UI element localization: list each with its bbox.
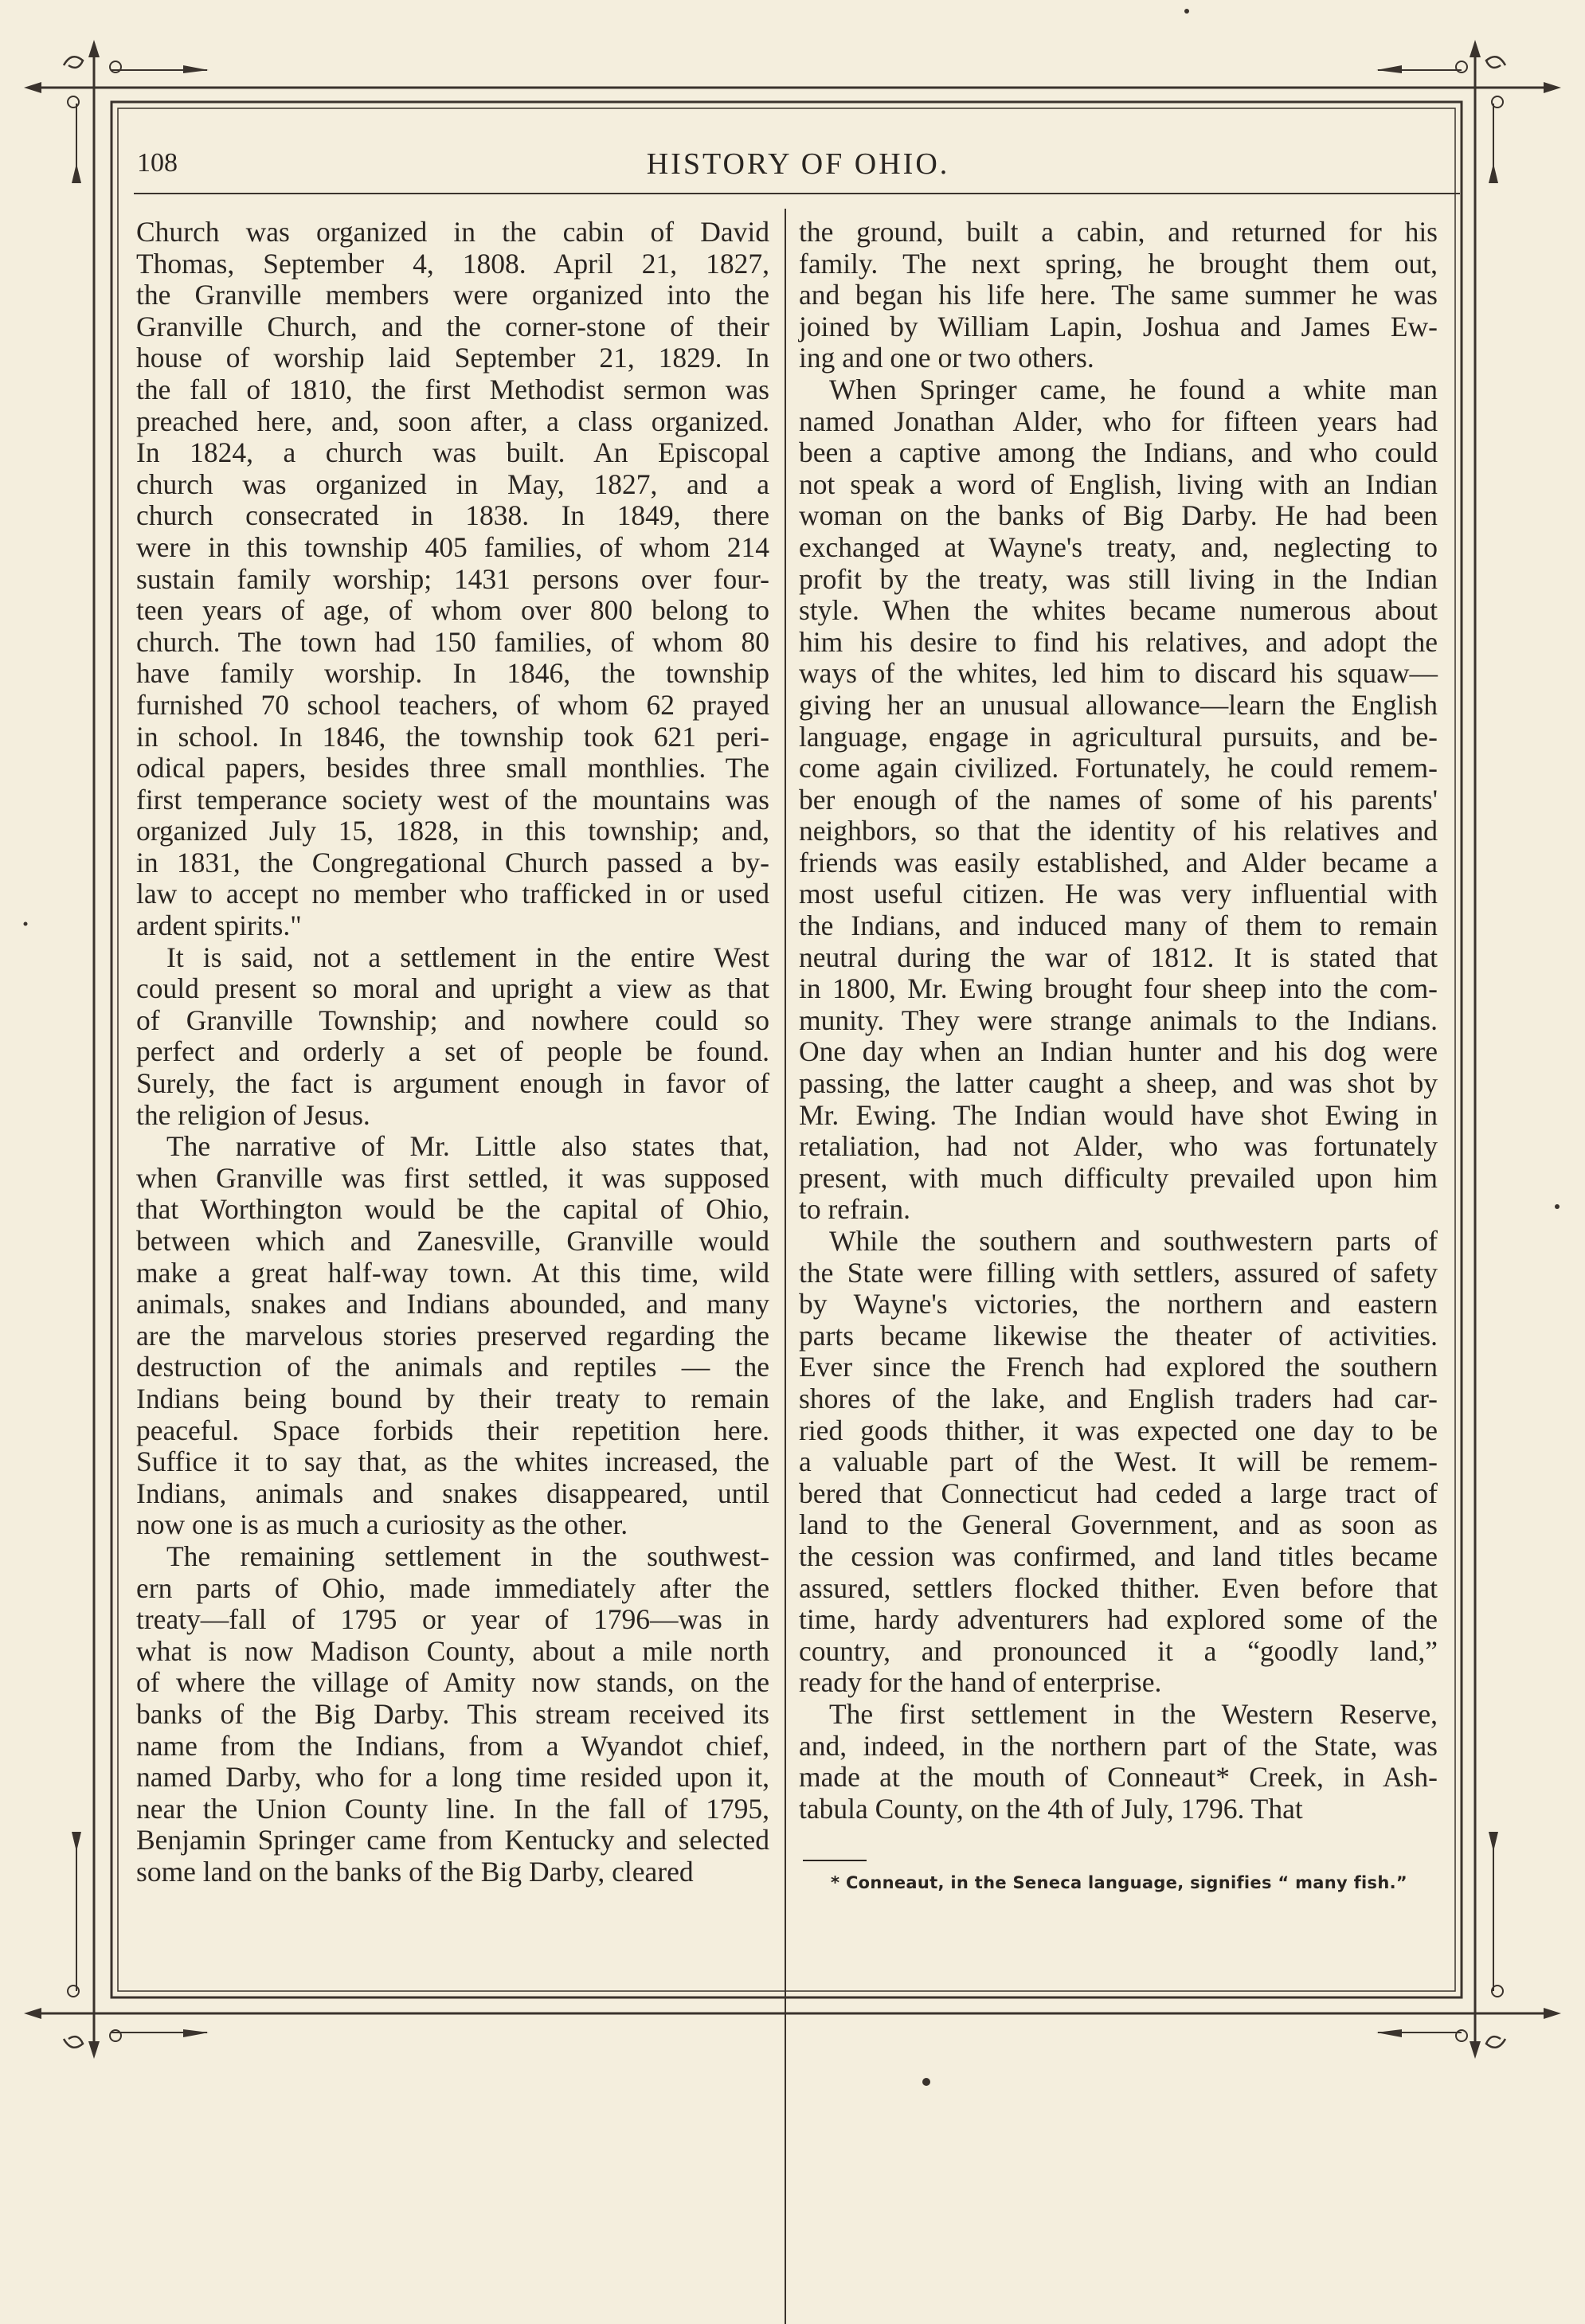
text-line: family. The next spring, he brought them out, — [799, 247, 1438, 280]
text-line: giving her an unusual allowance—learn the English — [799, 688, 1438, 721]
text-line: the State were filling with settlers, assured of safety — [799, 1256, 1438, 1289]
text-line: Surely, the fact is argument enough in favor of — [136, 1067, 769, 1100]
text-line: of where the village of Amity now stands, on the — [136, 1666, 769, 1699]
text-line: Church was organized in the cabin of David — [136, 216, 769, 248]
text-line: time, hardy adventurers had explored some of the — [799, 1603, 1438, 1636]
text-line: first temperance society west of the mountains was — [136, 783, 769, 816]
text-line: It is said, not a settlement in the entire West — [166, 941, 769, 973]
paragraph — [799, 374, 1438, 1226]
text-line: style. When the whites became numerous about — [799, 594, 1438, 627]
left-column — [136, 217, 769, 1888]
text-line: Mr. Ewing. The Indian would have shot Ewing in — [799, 1098, 1438, 1131]
text-line: that Worthington would be the capital of Ohio, — [136, 1193, 769, 1226]
text-line: are the marvelous stories preserved regarding the — [136, 1319, 769, 1352]
right-column — [799, 217, 1438, 1825]
text-line: woman on the banks of Big Darby. He had been — [799, 499, 1438, 532]
text-line: the Granville members were organized into the — [136, 279, 769, 311]
text-line: house of worship laid September 21, 1829. In — [136, 342, 769, 374]
text-line: make a great half-way town. At this time, wild — [136, 1256, 769, 1289]
text-line: a valuable part of the West. It will be remem- — [799, 1446, 1438, 1478]
text-line: present, with much difficulty prevailed upon him — [799, 1161, 1438, 1194]
text-line: law to accept no member who trafficked in or used — [136, 878, 769, 910]
text-line: tabula County, on the 4th of July, 1796. That — [799, 1792, 1303, 1825]
footnote-rule — [803, 1860, 867, 1861]
text-line: not speak a word of English, living with an Indian — [799, 468, 1438, 500]
paragraph — [136, 942, 769, 1132]
text-line: most useful citizen. He was very influential with — [799, 878, 1438, 910]
text-line: and began his life here. The same summer he was — [799, 279, 1438, 311]
text-line: near the Union County line. In the fall of 1795, — [136, 1792, 769, 1825]
text-line: Benjamin Springer came from Kentucky and selected — [136, 1824, 769, 1856]
paragraph — [799, 217, 1438, 374]
text-line: come again civilized. Fortunately, he could remem- — [799, 752, 1438, 784]
text-line: when Granville was first settled, it was supposed — [136, 1161, 769, 1194]
text-line: preached here, and, soon after, a class organized. — [136, 405, 769, 437]
text-line: passing, the latter caught a sheep, and was shot by — [799, 1067, 1438, 1100]
text-line: and, indeed, in the northern part of the State, was — [799, 1729, 1438, 1762]
text-line: organized July 15, 1828, in this township; and, — [136, 815, 769, 847]
footnote: * Conneaut, in the Seneca language, signifies “ many fish.” — [831, 1873, 1407, 1892]
text-line: could present so moral and upright a view as that — [136, 972, 769, 1005]
text-line: profit by the treaty, was still living in the Indian — [799, 562, 1438, 595]
text-line: parts became likewise the theater of activities. — [799, 1319, 1438, 1352]
text-line: One day when an Indian hunter and his dog were — [799, 1035, 1438, 1068]
text-line: odical papers, besides three small monthlies. The — [136, 752, 769, 784]
text-line: banks of the Big Darby. This stream received its — [136, 1697, 769, 1730]
text-line: to refrain. — [799, 1193, 910, 1226]
paragraph — [136, 1541, 769, 1888]
text-line: While the southern and southwestern parts of — [829, 1225, 1438, 1257]
text-line: Suffice it to say that, as the whites increased, the — [136, 1446, 769, 1478]
text-line: destruction of the animals and reptiles — the — [136, 1351, 769, 1383]
text-line: in 1831, the Congregational Church passed a by- — [136, 846, 769, 878]
text-line: exchanged at Wayne's treaty, and, neglecting to — [799, 530, 1438, 563]
text-line: bered that Connecticut had ceded a large tract of — [799, 1477, 1438, 1509]
text-line: now one is as much a curiosity as the other. — [136, 1508, 628, 1541]
text-line: country, and pronounced it a “goodly land,” — [799, 1634, 1438, 1667]
text-line: ber enough of the names of some of his parents' — [799, 783, 1438, 816]
text-line: what is now Madison County, about a mile north — [136, 1634, 769, 1667]
text-line: the fall of 1810, the first Methodist sermon was — [136, 373, 769, 405]
text-line: some land on the banks of the Big Darby, cleared — [136, 1855, 694, 1888]
text-line: furnished 70 school teachers, of whom 62 prayed — [136, 688, 769, 721]
text-line: peaceful. Space forbids their repetition here. — [136, 1414, 769, 1446]
page-number: 108 — [137, 148, 178, 178]
text-line: by Wayne's victories, the northern and eastern — [799, 1288, 1438, 1320]
page-header — [137, 142, 1459, 190]
column-divider — [785, 209, 786, 2324]
text-line: named Darby, who for a long time resided upon it, — [136, 1761, 769, 1794]
text-line: made at the mouth of Conneaut* Creek, in Ash- — [799, 1761, 1438, 1794]
text-line: the cession was confirmed, and land titles became — [799, 1540, 1438, 1572]
text-line: neighbors, so that the identity of his relatives and — [799, 815, 1438, 847]
text-line: ing and one or two others. — [799, 342, 1094, 374]
paragraph — [136, 217, 769, 942]
text-line: him his desire to find his relatives, and adopt the — [799, 625, 1438, 658]
text-line: neutral during the war of 1812. It is stated that — [799, 941, 1438, 973]
text-line: teen years of age, of whom over 800 belong to — [136, 594, 769, 627]
text-line: Indians being bound by their treaty to remain — [136, 1382, 769, 1414]
text-line: church consecrated in 1838. In 1849, there — [136, 499, 769, 532]
text-line: Thomas, September 4, 1808. April 21, 1827, — [136, 247, 769, 280]
text-line: ardent spirits." — [136, 910, 302, 942]
text-line: been a captive among the Indians, and who could — [799, 436, 1438, 469]
text-line: perfect and orderly a set of people be found. — [136, 1035, 769, 1068]
text-line: between which and Zanesville, Granville would — [136, 1225, 769, 1257]
text-line: name from the Indians, from a Wyandot chief, — [136, 1729, 769, 1762]
header-rule — [134, 193, 1460, 194]
text-line: language, engage in agricultural pursuits, and be- — [799, 720, 1438, 753]
text-line: The narrative of Mr. Little also states that, — [166, 1130, 769, 1163]
text-line: have family worship. In 1846, the township — [136, 657, 769, 690]
text-line: named Jonathan Alder, who for fifteen years had — [799, 405, 1438, 437]
text-line: The first settlement in the Western Reserve, — [829, 1697, 1438, 1730]
text-line: church was organized in May, 1827, and a — [136, 468, 769, 500]
text-line: the Indians, and induced many of them to remain — [799, 910, 1438, 942]
text-line: church. The town had 150 families, of whom 80 — [136, 625, 769, 658]
text-line: In 1824, a church was built. An Episcopal — [136, 436, 769, 469]
text-line: ried goods thither, it was expected one day to be — [799, 1414, 1438, 1446]
text-line: ways of the whites, led him to discard his squaw— — [799, 657, 1438, 690]
text-line: Granville Church, and the corner-stone of their — [136, 310, 769, 342]
text-line: of Granville Township; and nowhere could so — [136, 1004, 769, 1036]
text-line: shores of the lake, and English traders had car- — [799, 1382, 1438, 1414]
text-line: ern parts of Ohio, made immediately after the — [136, 1571, 769, 1604]
text-line: the religion of Jesus. — [136, 1098, 370, 1131]
paragraph — [799, 1226, 1438, 1699]
text-line: land to the General Government, and as soon as — [799, 1508, 1438, 1541]
text-line: Ever since the French had explored the southern — [799, 1351, 1438, 1383]
text-line: treaty—fall of 1795 or year of 1796—was in — [136, 1603, 769, 1636]
text-line: retaliation, had not Alder, who was fortunately — [799, 1130, 1438, 1163]
text-line: ready for the hand of enterprise. — [799, 1666, 1162, 1699]
paragraph — [799, 1699, 1438, 1825]
text-line: When Springer came, he found a white man — [829, 373, 1438, 405]
text-line: joined by William Lapin, Joshua and James Ew- — [799, 310, 1438, 342]
paragraph — [136, 1131, 769, 1541]
text-line: sustain family worship; 1431 persons over four- — [136, 562, 769, 595]
text-line: the ground, built a cabin, and returned for his — [799, 216, 1438, 248]
running-title: HISTORY OF OHIO. — [646, 147, 950, 181]
text-line: were in this township 405 families, of whom 214 — [136, 530, 769, 563]
text-line: The remaining settlement in the southwest- — [166, 1540, 769, 1572]
text-line: Indians, animals and snakes disappeared, until — [136, 1477, 769, 1509]
text-line: assured, settlers flocked thither. Even before that — [799, 1571, 1438, 1604]
text-line: in school. In 1846, the township took 621 peri- — [136, 720, 769, 753]
text-line: animals, snakes and Indians abounded, and many — [136, 1288, 769, 1320]
text-line: friends was easily established, and Alder became a — [799, 846, 1438, 878]
text-line: munity. They were strange animals to the Indians. — [799, 1004, 1438, 1036]
text-line: in 1800, Mr. Ewing brought four sheep into the com- — [799, 972, 1438, 1005]
